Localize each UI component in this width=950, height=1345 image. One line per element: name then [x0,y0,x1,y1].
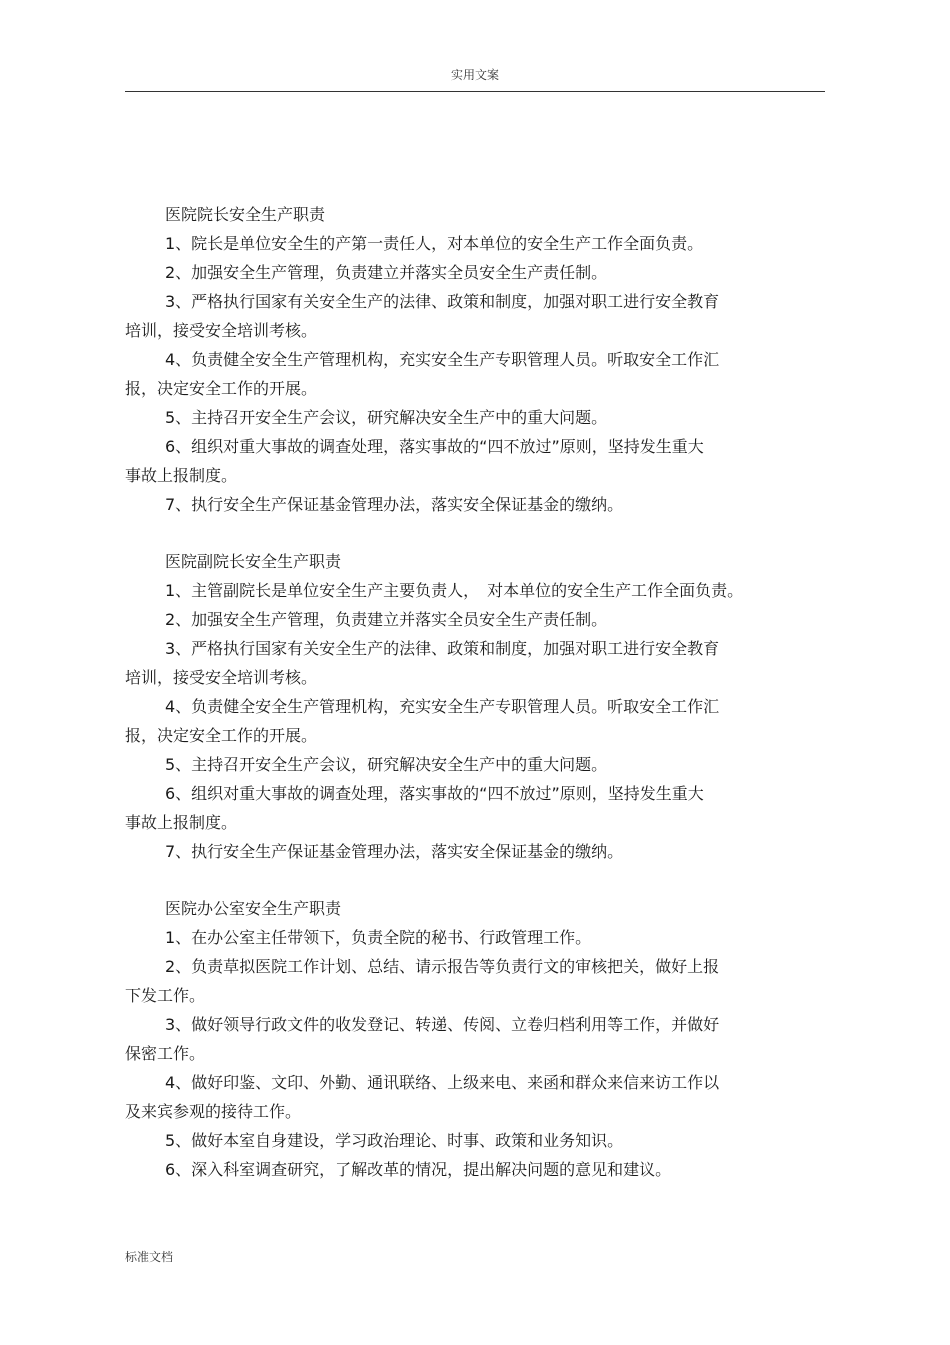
duty-item [125,1068,825,1126]
duty-text: 5、主持召开安全生产会议，研究解决安全生产中的重大问题。 [165,755,608,774]
duty-text-continued: 及来宾参观的接待工作。 [125,1102,302,1121]
duty-item [125,1126,825,1155]
section-president [125,200,825,519]
section-title: 医院副院长安全生产职责 [165,552,342,571]
duty-item [125,1155,825,1184]
duty-text: 1、在办公室主任带领下，负责全院的秘书、行政管理工作。 [165,928,592,947]
duty-text: 2、加强安全生产管理，负责建立并落实全员安全生产责任制。 [165,610,608,629]
duty-text: 4、做好印鉴、文印、外勤、通讯联络、上级来电、来函和群众来信来访工作以 [165,1073,720,1092]
duty-text: 6、组织对重大事故的调查处理，落实事故的“四不放过”原则，坚持发生重大 [165,437,704,456]
duty-text: 5、做好本室自身建设，学习政治理论、时事、政策和业务知识。 [165,1131,624,1150]
duty-text-continued: 下发工作。 [125,986,206,1005]
duty-text-continued: 报，决定安全工作的开展。 [125,726,318,745]
duty-item [125,258,825,287]
duty-item [125,229,825,258]
duty-item [125,692,825,750]
duty-item [125,837,825,866]
page-header: 实用文案 [450,68,499,82]
duty-item [125,923,825,952]
duty-text: 4、负责健全安全生产管理机构，充实安全生产专职管理人员。听取安全工作汇 [165,350,720,369]
page-footer: 标准文档 [125,1250,174,1264]
duty-item [125,750,825,779]
duty-item [125,1010,825,1068]
duty-text: 5、主持召开安全生产会议，研究解决安全生产中的重大问题。 [165,408,608,427]
duty-text: 1、主管副院长是单位安全生产主要负责人， 对本单位的安全生产工作全面负责。 [165,581,744,600]
duty-item [125,490,825,519]
duty-text: 2、负责草拟医院工作计划、总结、请示报告等负责行文的审核把关，做好上报 [165,957,720,976]
duty-text: 4、负责健全安全生产管理机构，充实安全生产专职管理人员。听取安全工作汇 [165,697,720,716]
section-office [125,894,825,1184]
duty-text: 3、做好领导行政文件的收发登记、转递、传阅、立卷归档利用等工作，并做好 [165,1015,720,1034]
duty-item [125,287,825,345]
duty-item [125,779,825,837]
duty-text: 6、组织对重大事故的调查处理，落实事故的“四不放过”原则，坚持发生重大 [165,784,704,803]
duty-item [125,952,825,1010]
section-title: 医院院长安全生产职责 [165,205,326,224]
duty-text: 1、院长是单位安全生的产第一责任人，对本单位的安全生产工作全面负责。 [165,234,704,253]
duty-text-continued: 培训，接受安全培训考核。 [125,321,318,340]
duty-text: 2、加强安全生产管理，负责建立并落实全员安全生产责任制。 [165,263,608,282]
duty-text: 7、执行安全生产保证基金管理办法，落实安全保证基金的缴纳。 [165,842,624,861]
duty-item [125,634,825,692]
header-divider [125,91,825,92]
duty-text: 3、严格执行国家有关安全生产的法律、政策和制度，加强对职工进行安全教育 [165,292,720,311]
duty-item [125,345,825,403]
duty-item [125,403,825,432]
section-vice-president [125,547,825,866]
duty-text-continued: 事故上报制度。 [125,466,238,485]
duty-text: 6、深入科室调查研究，了解改革的情况，提出解决问题的意见和建议。 [165,1160,672,1179]
duty-item [125,605,825,634]
duty-text-continued: 培训，接受安全培训考核。 [125,668,318,687]
duty-text-continued: 保密工作。 [125,1044,206,1063]
document-body [125,200,825,1184]
section-title: 医院办公室安全生产职责 [165,899,342,918]
duty-text-continued: 报，决定安全工作的开展。 [125,379,318,398]
duty-text: 7、执行安全生产保证基金管理办法，落实安全保证基金的缴纳。 [165,495,624,514]
duty-item [125,432,825,490]
duty-item [125,576,825,605]
duty-text-continued: 事故上报制度。 [125,813,238,832]
duty-text: 3、严格执行国家有关安全生产的法律、政策和制度，加强对职工进行安全教育 [165,639,720,658]
